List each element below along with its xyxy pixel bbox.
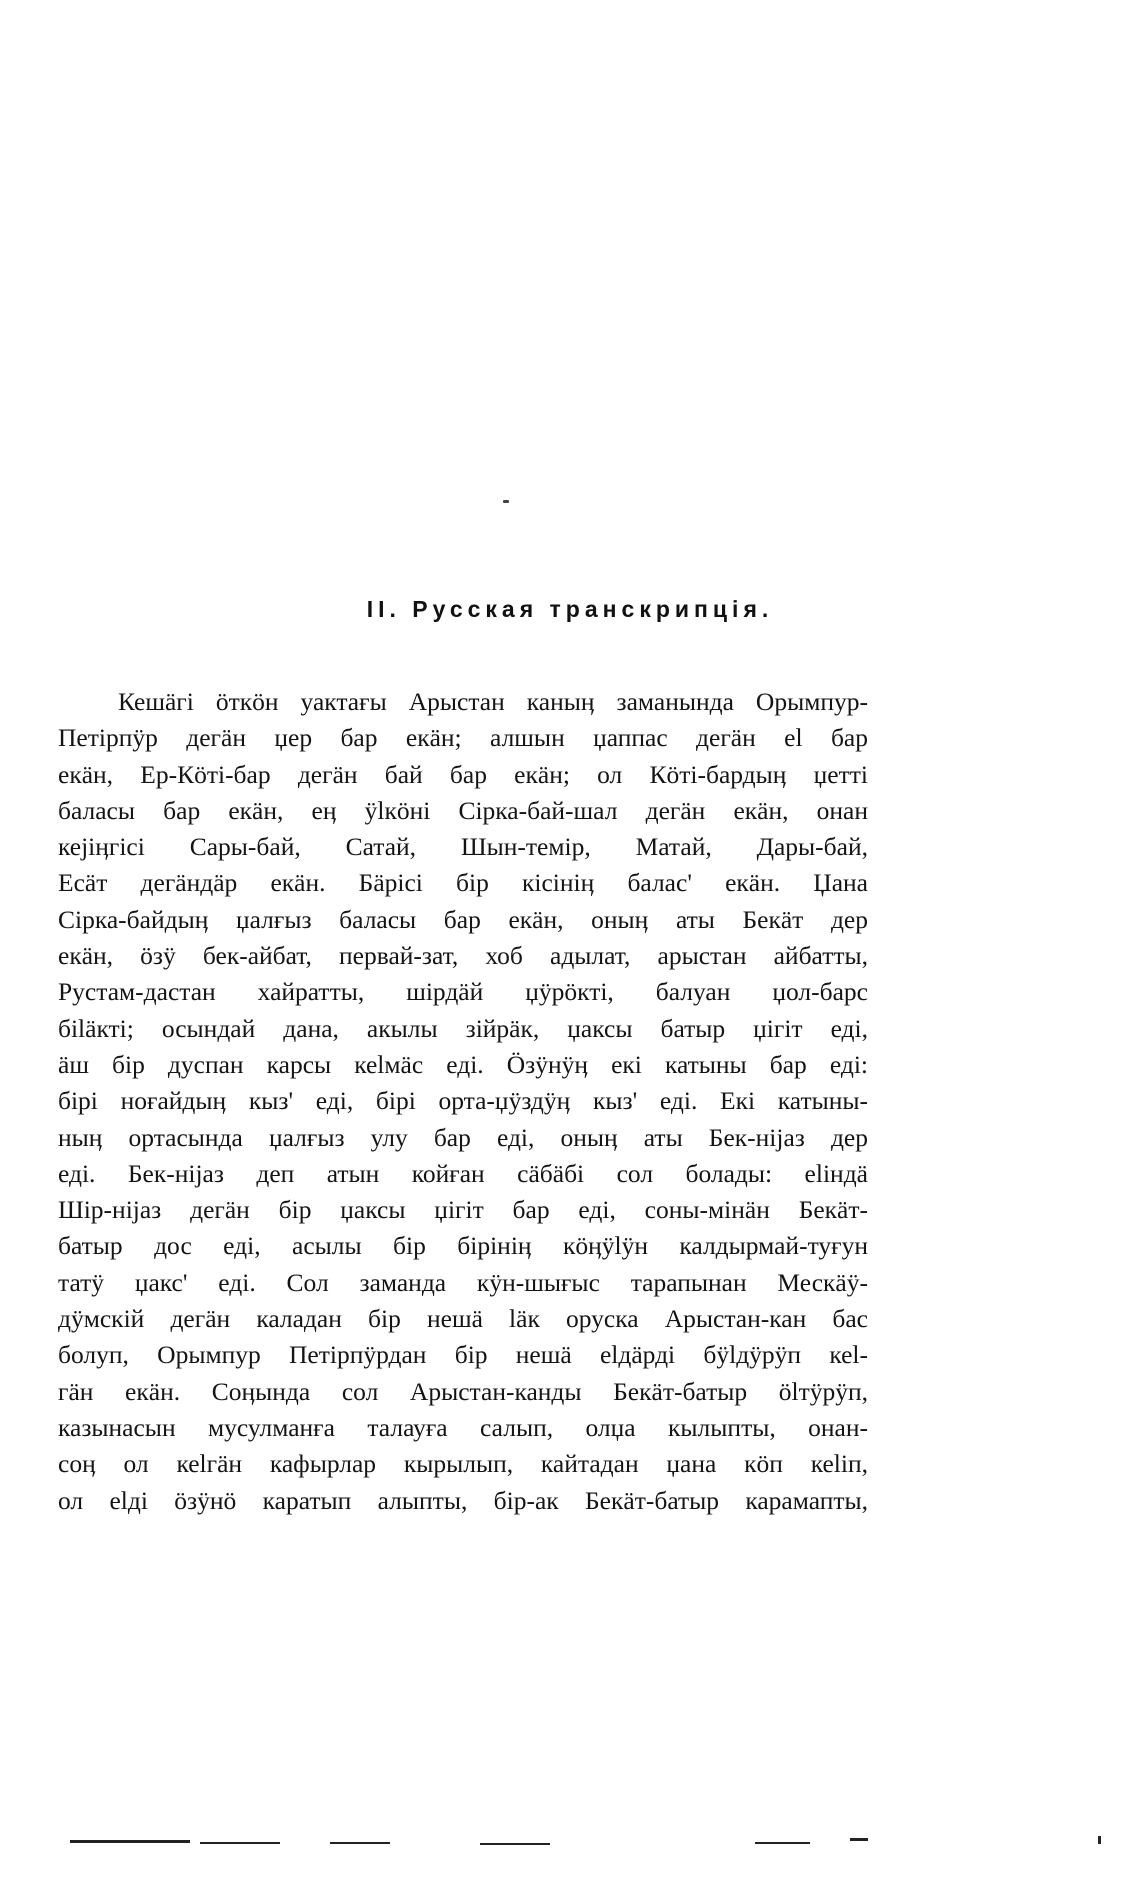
text-line: екӓн, Ер-Кӧті-бар дегӓн бай бар екӓн; ол Кӧті-бардыӊ џетті [58,759,868,789]
text-line: баласы бар екӓн, еӊ ӱlкӧні Сірка-бай-шал дегӓн екӓн, онан [58,795,868,825]
text-line: казынасын мусулманға талауға салып, олџа кылыпты, онан- [58,1412,868,1442]
footer-scan-mark [70,1840,190,1843]
footer-scan-mark [755,1842,810,1844]
text-line: біlӓкті; осындай дана, акылы зійрӓк, џаксы батыр џігіт еді, [58,1013,868,1043]
footer-scan-mark [200,1842,280,1844]
text-line: батыр дос еді, асылы бір бірініӊ кӧӊӱlӱн калдырмай-туғун [58,1231,868,1261]
footer-scan-mark [850,1838,868,1841]
text-line: Сірка-байдыӊ џалғыз баласы бар екӓн, оныӊ аты Бекӓт дер [58,904,868,934]
text-line: Шір-ніјаз дегӓн бір џаксы џігіт бар еді, соны-мінӓн Бекӓт- [58,1195,868,1225]
text-line: Петірпӱр дегӓн џер бар екӓн; алшын џаппас дегӓн еl бар [58,723,868,753]
text-line: бірі ноғайдыӊ кыз' еді, бірі орта-џӱздӱӊ кыз' еді. Екі катыны- [58,1086,868,1116]
text-line: ныӊ ортасында џалғыз улу бар еді, оныӊ аты Бек-ніјаз дер [58,1122,868,1152]
text-line: Кешӓгі ӧткӧн уактағы Арыстан каныӊ заманында Орымпур- [118,687,868,716]
text-line: соӊ ол кеlгӓн кафырлар кырылып, кайтадан џана кӧп кеlіп, [58,1449,868,1479]
text-line: гӓн екӓн. Соӊында сол Арыстан-канды Бекӓт-батыр ӧlтӱрӱп, [58,1376,868,1406]
text-line: болуп, Орымпур Петірпӱрдан бір нешӓ еlдӓрді бӱlдӱрӱп кеl- [58,1340,868,1370]
text-line: татӱ џакс' еді. Сол заманда кӱн-шығыс тарапынан Мескӓӱ- [58,1267,868,1297]
body-text [58,684,868,1519]
text-line: ол еlді ӧзӱнӧ каратып алыпты, бір-ак Бекӓт-батыр карамапты, [58,1485,868,1515]
footer-scan-mark [330,1842,390,1844]
footer-scan-mark [480,1843,550,1845]
text-line: ӓш бір дуспан карсы кеlмӓс еді. Ӧзӱнӱӊ екі катыны бар еді: [58,1049,868,1079]
text-line: Есӓт дегӓндӓр екӓн. Бӓрісі бір кісініӊ балас' екӓн. Џана [58,868,868,898]
print-speck [503,500,509,503]
footer-scan-mark [1098,1836,1101,1844]
text-line: екӓн, ӧзӱ бек-айбат, первай-зат, хоб адылат, арыстан айбатты, [58,941,868,971]
text-line: еді. Бек-ніјаз деп атын койған сӓбӓбі сол болады: еlіндӓ [58,1158,868,1188]
text-line: кеjіӊгісі Сары-бай, Сатай, Шын-темір, Матай, Дары-бай, [58,832,868,862]
section-heading: II. Русская транскрипція. [366,596,774,622]
text-line: дӱмскій дегӓн каладан бір нешӓ lӓк оруска Арыстан-кан бас [58,1304,868,1334]
text-line: Рустам-дастан хайратты, шірдӓй џӱрӧкті, балуан џол-барс [58,977,868,1007]
